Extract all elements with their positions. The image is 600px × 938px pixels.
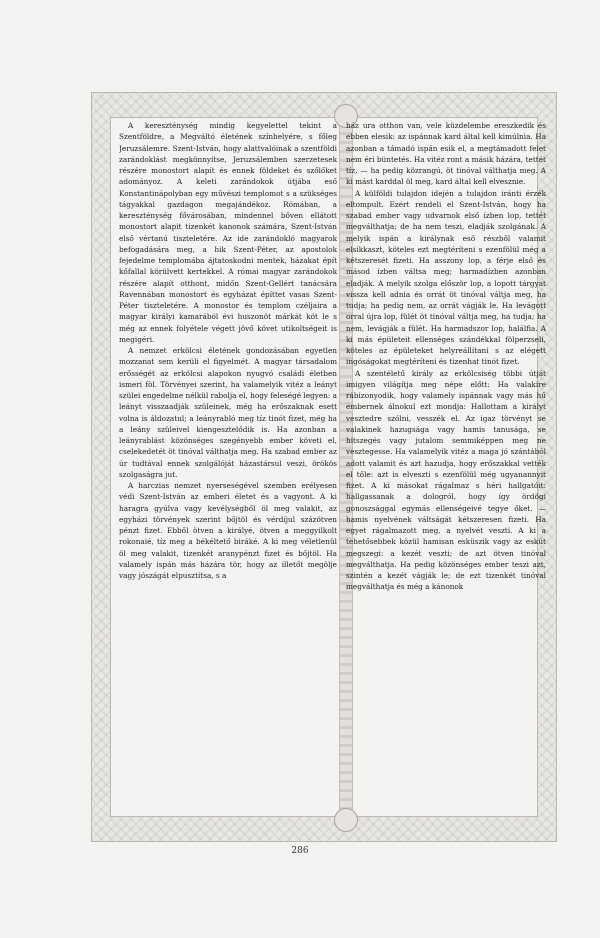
page-number: 286	[291, 846, 309, 856]
ornament-knot-bottom	[334, 808, 358, 832]
paragraph: A külföldi tulajdon idején a tulajdon iránti érzék eltompult. Ezért rendeli el Szent-István, hogy ha szabad ember vagy udvarnok első ízben lop, tettét megválthatja; de ha nem teszi, eladják szolgának. A melyik ispán a királynak eső részből valamit elsikkaszt, köteles ezt megtéríteni s ezenfölül még a kétszeresét fizeti. Ha asszony lop, a férje első és másod ízben váltsa meg; harmadízben azonban eladják. A melyik szolga először lop, a lopott tárgyat vissza kell adnia és orrát öt tinóval váltja meg, ha tudja; ha pedig nem, az orrát vágják le. Ha levágott orral újra lop, fülét öt tinóval váltja meg, ha tudja; ha nem, levágják a fülét. Ha harmadszor lop, halálfia. A ki más épületeit ellenséges szándékkal fölperzseli, köteles az épületeket helyreállítani s az elégett ingóságokat megtéríteni és tizenhat tinót fizet.	[346, 188, 546, 367]
paragraph: A szentéletű király az erkölcsiség többi útját imigyen világítja meg népe előtt: Ha valakire rábizonyodik, hogy valamely ispánnak vagy más hű embernek álnokul ezt mondja: Hallottam a királyt vesztedre szólni, vesszék el. Az igaz törvényt se valakinek hazugsága vagy hamis tanusága, se hitszegés vagy jutalom semmiképpen meg ne vesztegesse. Ha valamelyik vitéz a maga jó szántából adott valamit és azt hazudja, hogy erőszakkal vették el tőle: azt is elveszti s ezenfölül még ugyanannyit fizet. A ki másokat rágalmaz s héri hallgatóit: hallgassanak a dologról, hogy így ördögi gonoszsággal egymás ellenségeivé tegye őket. — hamis nyelvének váltságát kétszeresen fizeti. Ha egyet rágalmazott meg, a nyelvét veszti. A ki a tehetősebbek közül hamisan esküszik vagy az esküt megszegi: a kezét veszti; de azt ötven tinóval megválthatja. Ha pedig közönséges ember teszi azt, szintén a kezét vágják le; de ezt tizenkét tinóval megválthatja és még a kánonok	[346, 368, 546, 592]
paragraph: ház ura otthon van, vele küzdelembe ereszkedik és ebben elesik: az ispánnak kard által kell kimúlnia. Ha azonban a támadó ispán esik el, a megtámadott felet nem éri büntetés. Ha vitéz ront a másik házára, tettét tíz, — ha pedig közrangú, öt tinóval válthatja meg. A ki mást karddal öl meg, kard által kell elvesznie.	[346, 121, 546, 187]
right-text-column	[346, 120, 546, 810]
paragraph: A kereszténység mindig kegyelettel tekint a Szentföldre, a Megváltó életének színhelyére, s főleg Jeruzsálemre. Szent-István, hogy alattvalóinak a szentföldi zarándoklást megkönnyítse, Jeruzsálemben szerzetesek részére monostort alapít és ennek földeket és szőlőket adományoz. A keleti zarándokok útjába eső Konstantinápolyban egy művészi templomot s a szükséges tágyakkal gazdagon megajándékoz. Rómában, a kereszténység fővárosában, mindennel bőven ellátott monostort alapit tizenkét kanonok számára, Szent-István első vértanú tiszteletére. Az ide zarándokló magyarok befogadására meg, a hik Szent-Péter, az apostolok fejedelme templomába ájtatoskodni mentek, házakat épít kőfallal körülvett kertekkel. A római magyar zarándokok részére alapít otthont, midőn Szent-Gellért tanácsára Ravennában monostort és egyházat építtet vasas Szent-Péter tiszteletére. A monostor és templom czéljaira a magyar királyi kamarából évi huszonöt márkát köt le s még az ennek folyétele végett jövő követ utikoltségeit is megigéri.	[119, 121, 337, 344]
paragraph: A harczias nemzet nyerseségével szemben erélyesen védi Szent-István az emberi életet és a vagyont. A ki haragra gyúlva vagy kevélységből öl meg valakit, az egyházi törvények szerint bőjtöl és vérdíjul százötven pénzt fizet. Ebből ötven a királyé, ötven a meggyilkolt rokonaié, tíz meg a békéltető biráké. A ki meg véletlenül öl meg valakit, tizenkét aranypénzt fizet és bőjtöl. Ha valamely ispán más házára tör, hogy az illetőt megölje vagy jószágát elpusztítsa, s a	[119, 481, 337, 580]
left-text-column	[119, 120, 337, 810]
paragraph: A nemzet erkölcsi életének gondozásában egyetlen mozzanat sem kerüli el figyelmét. A magyar társadalom erősségét az erkölcsi alapokon nyugvó családi életben ismeri föl. Törvényei szerint, ha valamelyik vitéz a leányt szülei engedelme nélkül rabolja el, hogy feleségé legyen: a leányt visszaadják szüleinek, még ha erőszaknak esett volna is áldozatul; a leányrabló meg tíz tinót fizet, még ha a leány szüleivel kiengesztelődik is. Ha azonban a leányrablást közönséges szegényebb ember követi el, cselekedetét öt tinóval válthatja meg. Ha szabad ember az úr tudtával ennek szolgálóját házastársul veszi, örökös szolgaságra jut.	[119, 346, 337, 479]
